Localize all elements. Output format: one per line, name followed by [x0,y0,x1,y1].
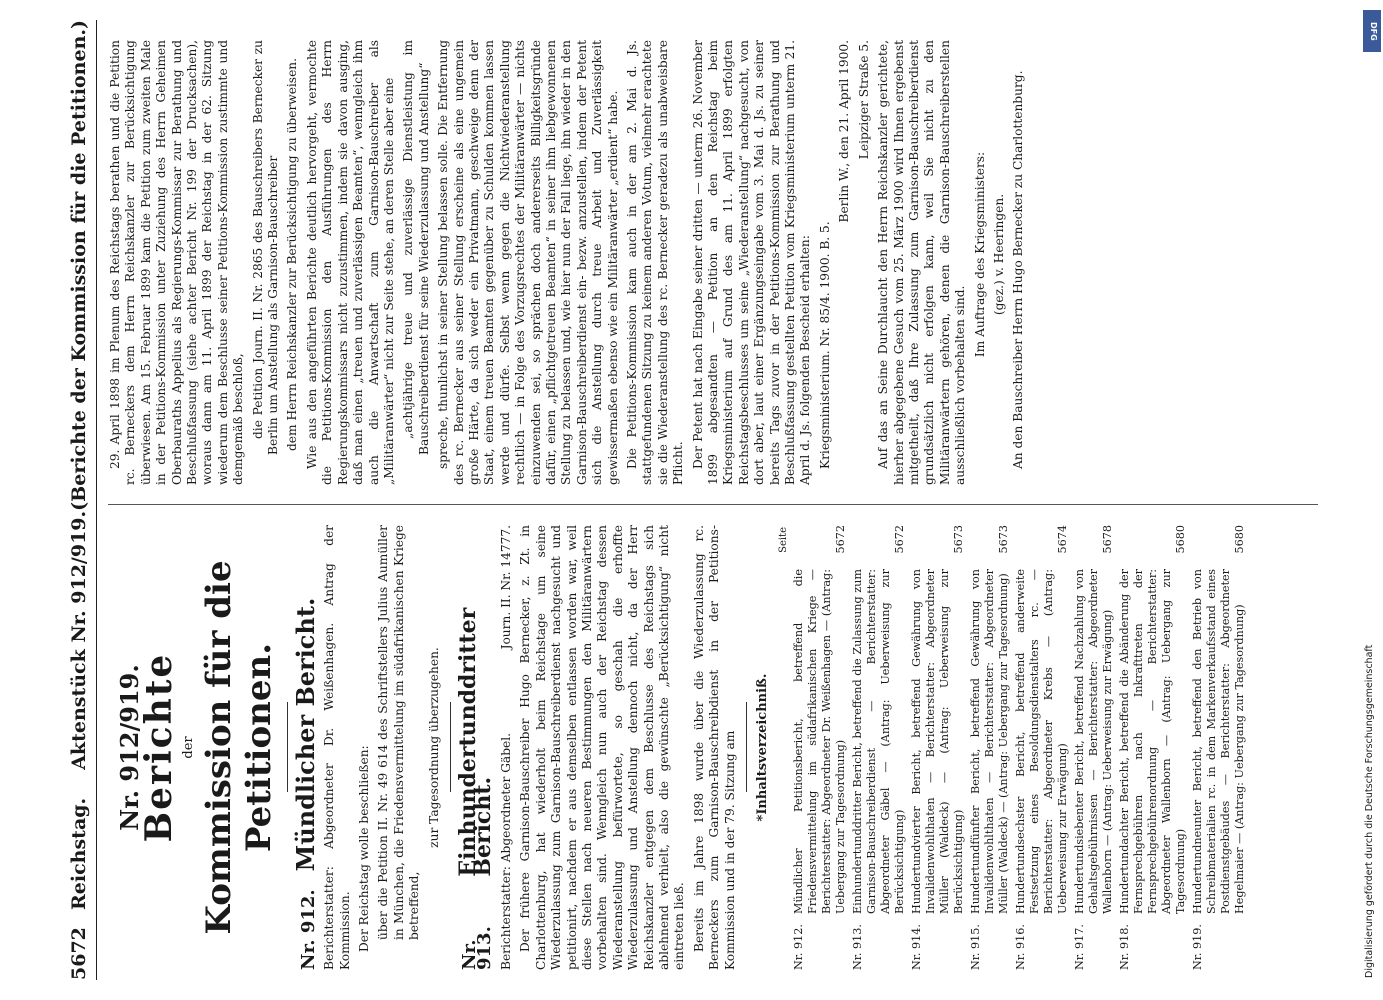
toc-row [792,525,848,970]
toc-title: *Inhaltsverzeichniß. [754,673,770,822]
section-number: Nr. 912. [297,889,319,970]
toc-text: Mündlicher Petitionsbericht, betreffend die Friedensvermittelung im südafrikanischen Kriege — Berichterstatter: Abgeordneter Dr. Weißenhagen — (Antrag: Uebergang zur Tagesordnung) [791,569,847,914]
toc-text: Hundertundsechster Bericht, betreffend anderweite Festsetzung eines Besoldungsdienstalters rc. — Berichterstatter: Abgeordneter Krebs — (Antrag: Ueberweisung zur Erwägung) [1013,569,1069,914]
toc-nr: Nr. 918. [1117,924,1131,970]
ministry-reference: Kriegsministerium. Nr. 85/4. 1900. B. 5. [817,221,832,469]
journal-number: Journ. II. Nr. 14777. [498,525,513,650]
right-column [108,40,1031,485]
section-912-heading [290,525,320,970]
document-page [52,10,1362,990]
toc-text: Hundertundachter Bericht, betreffend die Abänderung der Fernsprechgebühren nach Inkrafttreten der Fernsprechgebührenordnung — Berichterstatter: Abgeordneter Wallenborn — (Antrag: Uebergang zur Tagesordnung) [1117,569,1187,914]
section-913-heading [455,525,497,970]
toc-row [1191,525,1247,970]
document-subtitle: Kommission für die Petitionen. [198,560,279,935]
paragraph: Die Petitions-Kommission kam auch in der am 2. Mai d. Js. stattgefundenen Sitzung zu keinem anderen Votum, vielmehr erachtete sie die Wiederanstellung des rc. Bernecker geradezu als unabweisbare Pflicht. [625,40,686,485]
toc-text: Hundertundfünfter Bericht, betreffend Gewährung von Invalidenwohlthaten — Berichterstatter: Abgeordneter Müller (Waldeck) — (Antrag: Uebergang zur Tagesordnung) [968,569,1010,914]
document-title: Berichte [138,652,181,843]
paragraph: Der Reichstag wolle beschließen: [357,745,372,952]
toc-nr: Nr. 916. [1013,924,1027,970]
toc-page: 5678 [1100,525,1114,554]
toc-row [1073,525,1115,970]
dfg-logo: DFG [1363,10,1381,52]
reporter-line [499,525,514,970]
paragraph: Der frühere Garnison-Bauschreiber Hugo Bernecker, z. Zt. in Charlottenburg, hat wiederholt beim Reichstage um seine Wiederzulassung zum Garnison-Bauschreiberdienst nachgesucht und petitionirt, nachdem er aus demselben entlassen worden war, weil diese Stellen nach neueren Bestimmungen den Militäranwärtern vorbehalten sind. Wenngleich nun auch der Reichstag dessen Wiederanstellung befürwortete, so geschah die erhoffte Wiederzulassung und Anstellung dennoch nicht, da der Herr Reichskanzler entgegen dem Beschlusse des Reichstags sich ablehnend verhielt, also die gewünschte „Berücksichtigung“ nicht eintreten ließ. [518,525,687,970]
toc-nr: Nr. 913. [850,924,864,970]
toc-text: Hundertundsiebenter Bericht, betreffend Nachzahlung von Gehaltsgebührnissen — Berichterstatter: Abgeordneter Wallenborn — (Antrag: Ueberweisung zur Erwägung) [1072,569,1114,914]
dfg-notice [1362,10,1380,990]
table-of-contents [792,525,1247,970]
toc-row [969,525,1011,970]
paragraph: Auf das an Seine Durchlaucht den Herrn Reichskanzler gerichtete, hierher abgegebene Gesuch vom 25. März 1900 wird Ihnen ergebenst mitgetheilt, daß Ihre Zulassung zum Garnison-Bauschreiberdienst grundsätzlich nicht erfolgen kann, weil Sie nicht zu den Militäranwärtern gehören, denen die Garnison-Bauschreiberstellen ausschließlich vorbehalten sind. [876,40,968,485]
toc-nr: Nr. 912. [791,924,805,970]
toc-nr: Nr. 914. [909,924,923,970]
paragraph: Berichterstatter: Abgeordneter Dr. Weißenhagen. Antrag der Kommission. [322,525,352,970]
addressee: An den Bauschreiber Herrn Hugo Bernecker zu Charlottenburg. [1011,70,1026,469]
section-number: Nr. 913. [459,926,496,970]
toc-page: 5672 [892,525,906,554]
divider [450,703,451,793]
toc-page: 5673 [951,525,965,554]
toc-row [1118,525,1188,970]
page-number: 5672 [68,927,90,980]
toc-text: Hundertundvierter Bericht, betreffend Gewährung von Invalidenwohlthaten — Berichterstatter: Abgeordneter Müller (Waldeck) — (Antrag: Ueberweisung zur Berücksichtigung) [909,569,965,914]
toc-nr: Nr. 919. [1190,924,1204,970]
dfg-notice-text: Digitalisierung gefördert durch die Deutsche Forschungsgemeinschaft [1364,644,1375,978]
column-divider [108,504,1318,505]
reichstag-label: Reichstag. [68,797,90,910]
letter-street: Leipziger Straße 5. [856,40,871,160]
signature: (gez.) v. Heeringen. [991,193,1006,316]
toc-page: 5680 [1232,525,1246,554]
document-title-der: der [181,736,197,759]
letter-date: Berlin W., den 21. April 1900. [837,40,852,223]
signature-line: Im Auftrage des Kriegsministers: [972,151,987,358]
divider [287,703,288,793]
left-column [108,525,1250,970]
paragraph: 29. April 1898 im Plenum des Reichstags berathen und die Petition rc. Berneckers dem Herrn Reichskanzler zur Berücksichtigung überwiesen. Am 15. Februar 1899 kam die Petition zum zweiten Male in der Petitions-Kommission unter Zuziehung des Herrn Geheimen Oberbauraths Appelius als Regierungs-Kommissar zur Berathung und Beschlußfassung (siehe achter Bericht Nr. 199 der Drucksachen), woraus dann am 11. April 1899 der Reichstag in der 62. Sitzung wiederum dem Beschlusse seiner Petitions-Kommission zustimmte und demgemäß beschloß, [108,40,246,485]
section-title: Mündlicher Bericht. [290,597,320,872]
paragraph: Bereits im Jahre 1898 wurde über die Wiederzulassung rc. Berneckers zum Garnison-Bauschreibdienst in der Petitions-Kommission und in der 79. Sitzung am [691,525,737,970]
aktenstueck-label: Aktenstück Nr. 912/919. [68,510,90,770]
paragraph: die Petition Journ. II. Nr. 2865 des Bauschreibers Bernecker zu Berlin um Anstellung als Garnison-Bauschreiber [250,40,281,455]
toc-nr: Nr. 917. [1072,924,1086,970]
toc-page: 5680 [1173,525,1187,554]
paragraph: über die Petition II. Nr. 49 614 des Schriftstellers Julius Aumüller in München, die Friedensvermittelung im südafrikanischen Kriege betreffend, [376,525,422,940]
toc-seite-label: Seite [778,527,790,553]
toc-text: Hundertundneunter Bericht, betreffend den Betrieb von Schreibmaterialien rc. in dem Markenverkaufsstand eines Postdienstgebäudes — Berichterstatter: Abgeordneter Hegelmaier — (Antrag: Uebergang zur Tagesordnung) [1190,569,1246,914]
toc-nr: Nr. 915. [968,924,982,970]
page-header [62,20,97,980]
toc-page: 5672 [833,525,847,554]
toc-page: 5673 [996,525,1010,554]
quote: „achtjährige treue und zuverlässige Dienstleistung im Bauschreiberdienst für seine Wiederzulassung und Anstellung“ [401,40,431,455]
paragraph: dem Herrn Reichskanzler zur Berücksichtigung zu überweisen. [285,58,300,451]
paragraph: zur Tagesordnung überzugehen. [426,647,441,848]
divider [746,703,747,793]
toc-text: Einhundertunddritter Bericht, betreffend die Zulassung zum Garnison-Bauschreiberdienst — Berichterstatter: Abgeordneter Gäbel — (Antrag: Ueberweisung zur Berücksichtigung) [850,569,906,914]
toc-row [1014,525,1070,970]
toc-page: 5674 [1055,525,1069,554]
document-number: Nr. 912/919. [115,664,144,831]
paragraph: spreche, thunlichst in seiner Stellung belassen solle. Die Entfernung des rc. Bernecker aus seiner Stellung erscheine als eine ungemein große Härte, da sich weder ein Privatmann, geschweige denn der Staat, einem treuen Beamten gegenüber zu Schulden kommen lassen werde und dürfe. Selbst wenn gegen die Nichtwiederanstellung rechtlich — in Folge des Vorzugsrechtes der Militäranwärter — nichts einzuwenden sei, so sprächen doch andererseits Billigkeitsgründe dafür, einen „pflichtgetreuen Beamten“ in seiner ihm liebgewonnenen Stellung zu belassen und, wie hier nun der Fall liege, ihn wieder in den Garnison-Bauschreiberdienst ein- bezw. anzustellen, indem der Petent sich die Anstellung durch treue Arbeit und Zuverlässigkeit gewissermaßen ebenso wie ein Militäranwärter „erdient“ habe. [436,40,620,485]
toc-row [851,525,907,970]
paragraph: Wie aus den angeführten Berichte deutlich hervorgeht, vermochte die Petitions-Kommission den Ausführungen des Herrn Regierungskommissars nicht zuzustimmen, indem sie davon ausging, daß man einen „treuen und zuverlässigen Beamten“, wenngleich ihm auch die Anwartschaft zum Garnison-Bauschreiber als „Militäranwärter“ nicht zur Seite stehe, an deren Stelle aber eine [304,40,396,485]
reporter: Berichterstatter: Abgeordneter Gäbel. [498,733,513,970]
toc-row [910,525,966,970]
paragraph: Der Petent hat nach Eingabe seiner dritten — unterm 26. November 1899 abgesandten — Petition an den Reichstag beim Kriegsministerium auf Grund des am 11. April 1899 erfolgten Reichstagsbeschlusses um seine „Wiederanstellung“ nachgesucht, von dort aber, laut einer Ergänzungseingabe vom 3. Mai d. Js. zu seiner bereits Tags zuvor in der Petitions-Kommission zur Berathung und Beschlußfassung gestellten Petition vom Kriegsministerium unterm 21. April d. Js. folgenden Bescheid erhalten: [690,40,813,485]
section-title: Einhundertunddritter Bericht. [455,607,497,877]
running-title: (Berichte der Kommission für die Petitionen.) [68,20,90,511]
